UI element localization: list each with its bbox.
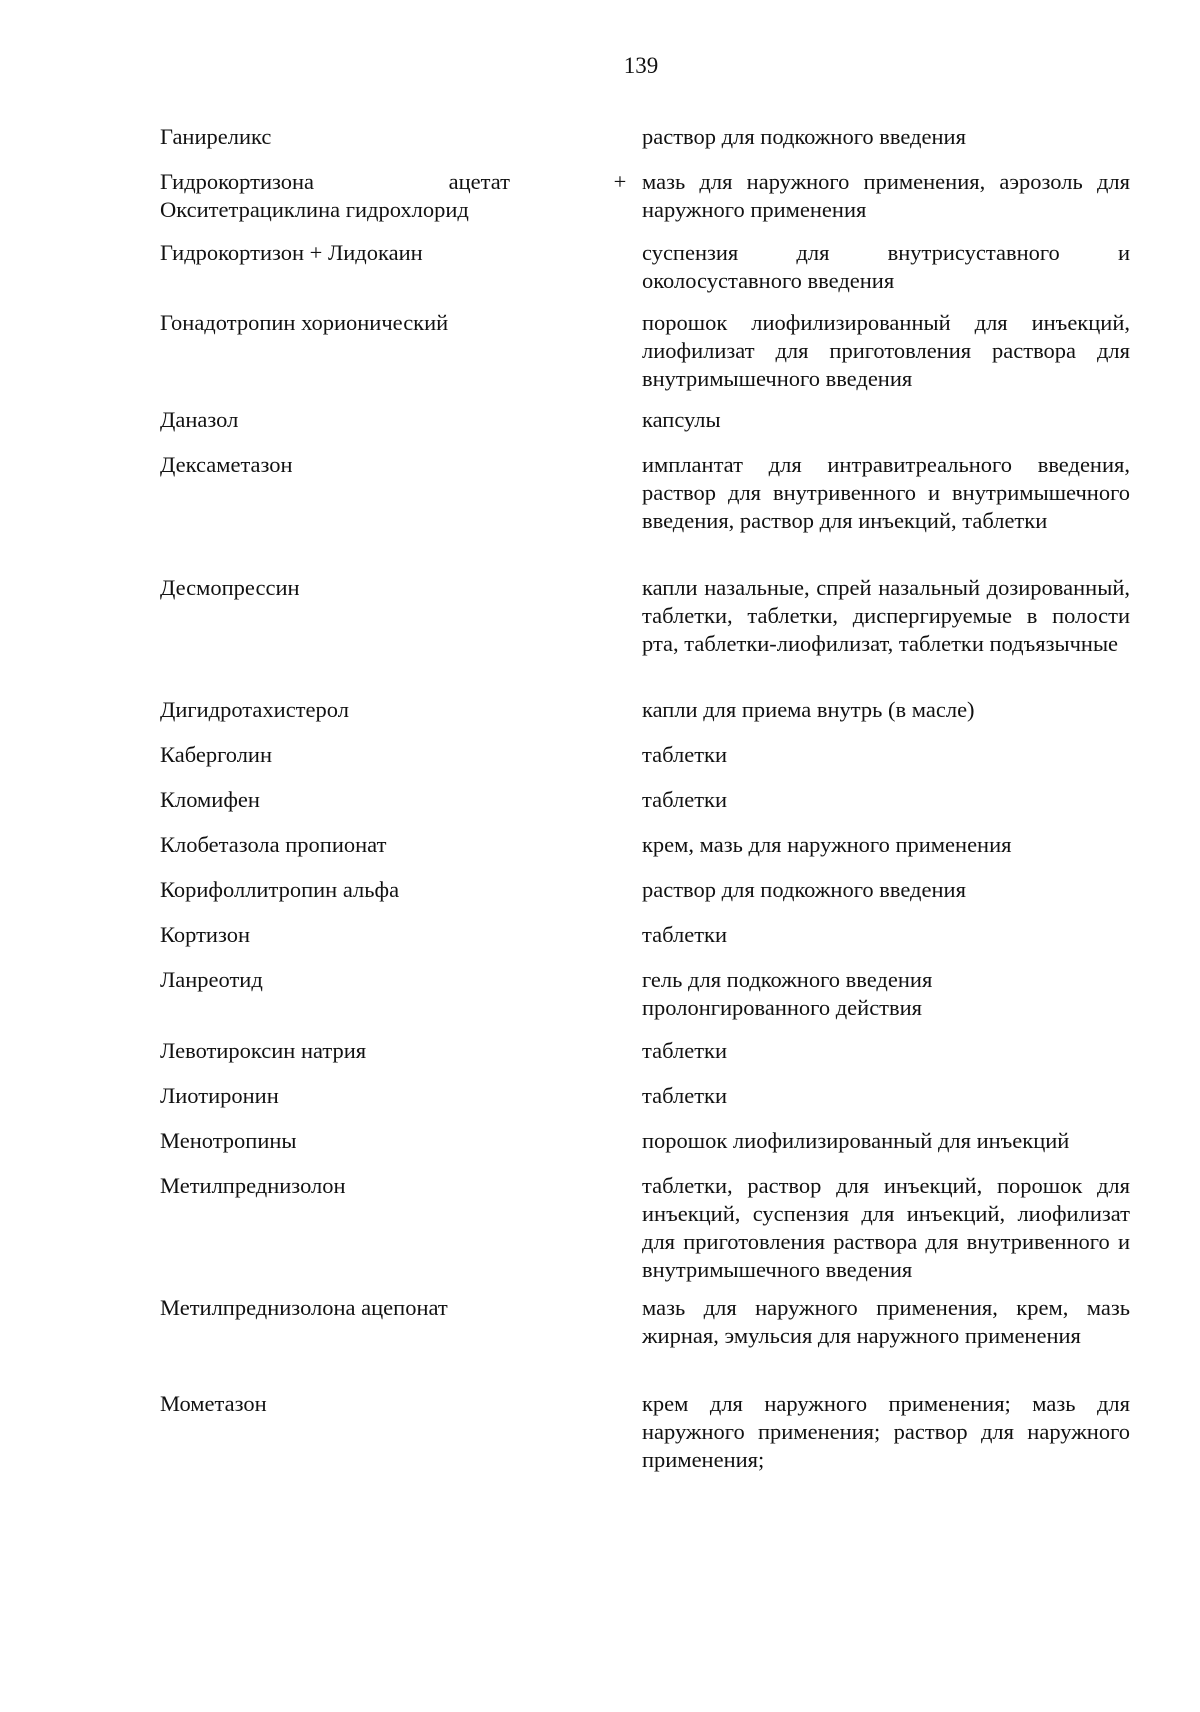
dosage-form-line: гель для подкожного введения <box>642 967 933 992</box>
list-item <box>160 123 966 151</box>
dosage-form: таблетки, раствор для инъекций, порошок для инъекций, суспензия для инъекций, лиофилизат для приготовления раствора для внутривенного и внутримышечного введения <box>642 1173 1130 1282</box>
drug-name: Менотропины <box>160 1128 297 1153</box>
list-item <box>160 1037 728 1065</box>
list-item <box>160 574 1130 656</box>
list-item <box>160 786 728 814</box>
dosage-form: таблетки <box>642 787 728 812</box>
drug-name: Гонадотропин хорионический <box>160 310 449 335</box>
list-item <box>160 696 975 724</box>
drug-name: Ланреотид <box>160 967 263 992</box>
dosage-form: суспензия для внутрисуставного и околосуставного введения <box>642 240 1130 293</box>
drug-name: Гидрокортизон + Лидокаин <box>160 240 423 265</box>
drug-name: Каберголин <box>160 742 273 767</box>
drug-name: Дексаметазон <box>160 452 293 477</box>
dosage-form: раствор для подкожного введения <box>642 877 966 902</box>
list-item <box>160 876 966 904</box>
dosage-form: таблетки <box>642 1083 728 1108</box>
list-item <box>160 741 728 769</box>
dosage-form: таблетки <box>642 922 728 947</box>
dosage-form: крем, мазь для наружного применения <box>642 832 1012 857</box>
page-number: 139 <box>623 53 659 78</box>
dosage-form: мазь для наружного применения, крем, мазь жирная, эмульсия для наружного применения <box>642 1295 1130 1348</box>
dosage-form <box>642 966 1130 1022</box>
drug-name: Кортизон <box>160 922 251 947</box>
dosage-form: капсулы <box>642 407 721 432</box>
dosage-form: имплантат для интравитреального введения, раствор для внутривенного и внутримышечного введения, раствор для инъекций, таблетки <box>642 452 1130 533</box>
dosage-form: капли для приема внутрь (в масле) <box>642 697 975 722</box>
dosage-form-line: пролонгированного действия <box>642 995 923 1020</box>
dosage-form: порошок лиофилизированный для инъекций, лиофилизат для приготовления раствора для внутримышечного введения <box>642 310 1130 391</box>
list-item <box>160 309 1130 391</box>
dosage-form: крем для наружного применения; мазь для наружного применения; раствор для наружного применения; <box>642 1391 1130 1472</box>
drug-name: Мометазон <box>160 1391 267 1416</box>
drug-name-line: Гидрокортизона ацетат <box>160 169 510 194</box>
drug-name: Метилпреднизолона ацепонат <box>160 1295 448 1320</box>
list-item <box>160 239 1130 293</box>
list-item <box>160 966 933 1020</box>
plus-sign: + <box>613 169 627 194</box>
dosage-form: мазь для наружного применения, аэрозоль для наружного применения <box>642 169 1130 222</box>
drug-name: Кломифен <box>160 787 260 812</box>
drug-name: Корифоллитропин альфа <box>160 877 400 902</box>
drug-name <box>160 168 510 224</box>
drug-name: Ганиреликс <box>160 124 272 149</box>
list-item <box>160 451 1130 533</box>
list-item <box>160 1082 728 1110</box>
list-item <box>160 406 721 434</box>
dosage-form: капли назальные, спрей назальный дозированный, таблетки, таблетки, диспергируемые в полости рта, таблетки-лиофилизат, таблетки подъязычные <box>642 575 1130 656</box>
drug-name: Левотироксин натрия <box>160 1038 367 1063</box>
drug-name: Метилпреднизолон <box>160 1173 346 1198</box>
dosage-form: таблетки <box>642 1038 728 1063</box>
drug-name: Клобетазола пропионат <box>160 832 387 857</box>
dosage-form: таблетки <box>642 742 728 767</box>
drug-name: Десмопрессин <box>160 575 300 600</box>
list-item <box>160 1127 1070 1155</box>
list-item <box>160 168 1130 224</box>
drug-name: Дигидротахистерол <box>160 697 349 722</box>
dosage-form: порошок лиофилизированный для инъекций <box>642 1128 1070 1153</box>
list-item <box>160 831 1012 859</box>
list-item <box>160 1172 1130 1282</box>
drug-name-line: Окситетрациклина гидрохлорид <box>160 197 469 222</box>
list-item <box>160 1294 1130 1348</box>
drug-name: Лиотиронин <box>160 1083 279 1108</box>
list-item <box>160 921 728 949</box>
list-item <box>160 1390 1130 1472</box>
drug-name: Даназол <box>160 407 239 432</box>
dosage-form: раствор для подкожного введения <box>642 124 966 149</box>
